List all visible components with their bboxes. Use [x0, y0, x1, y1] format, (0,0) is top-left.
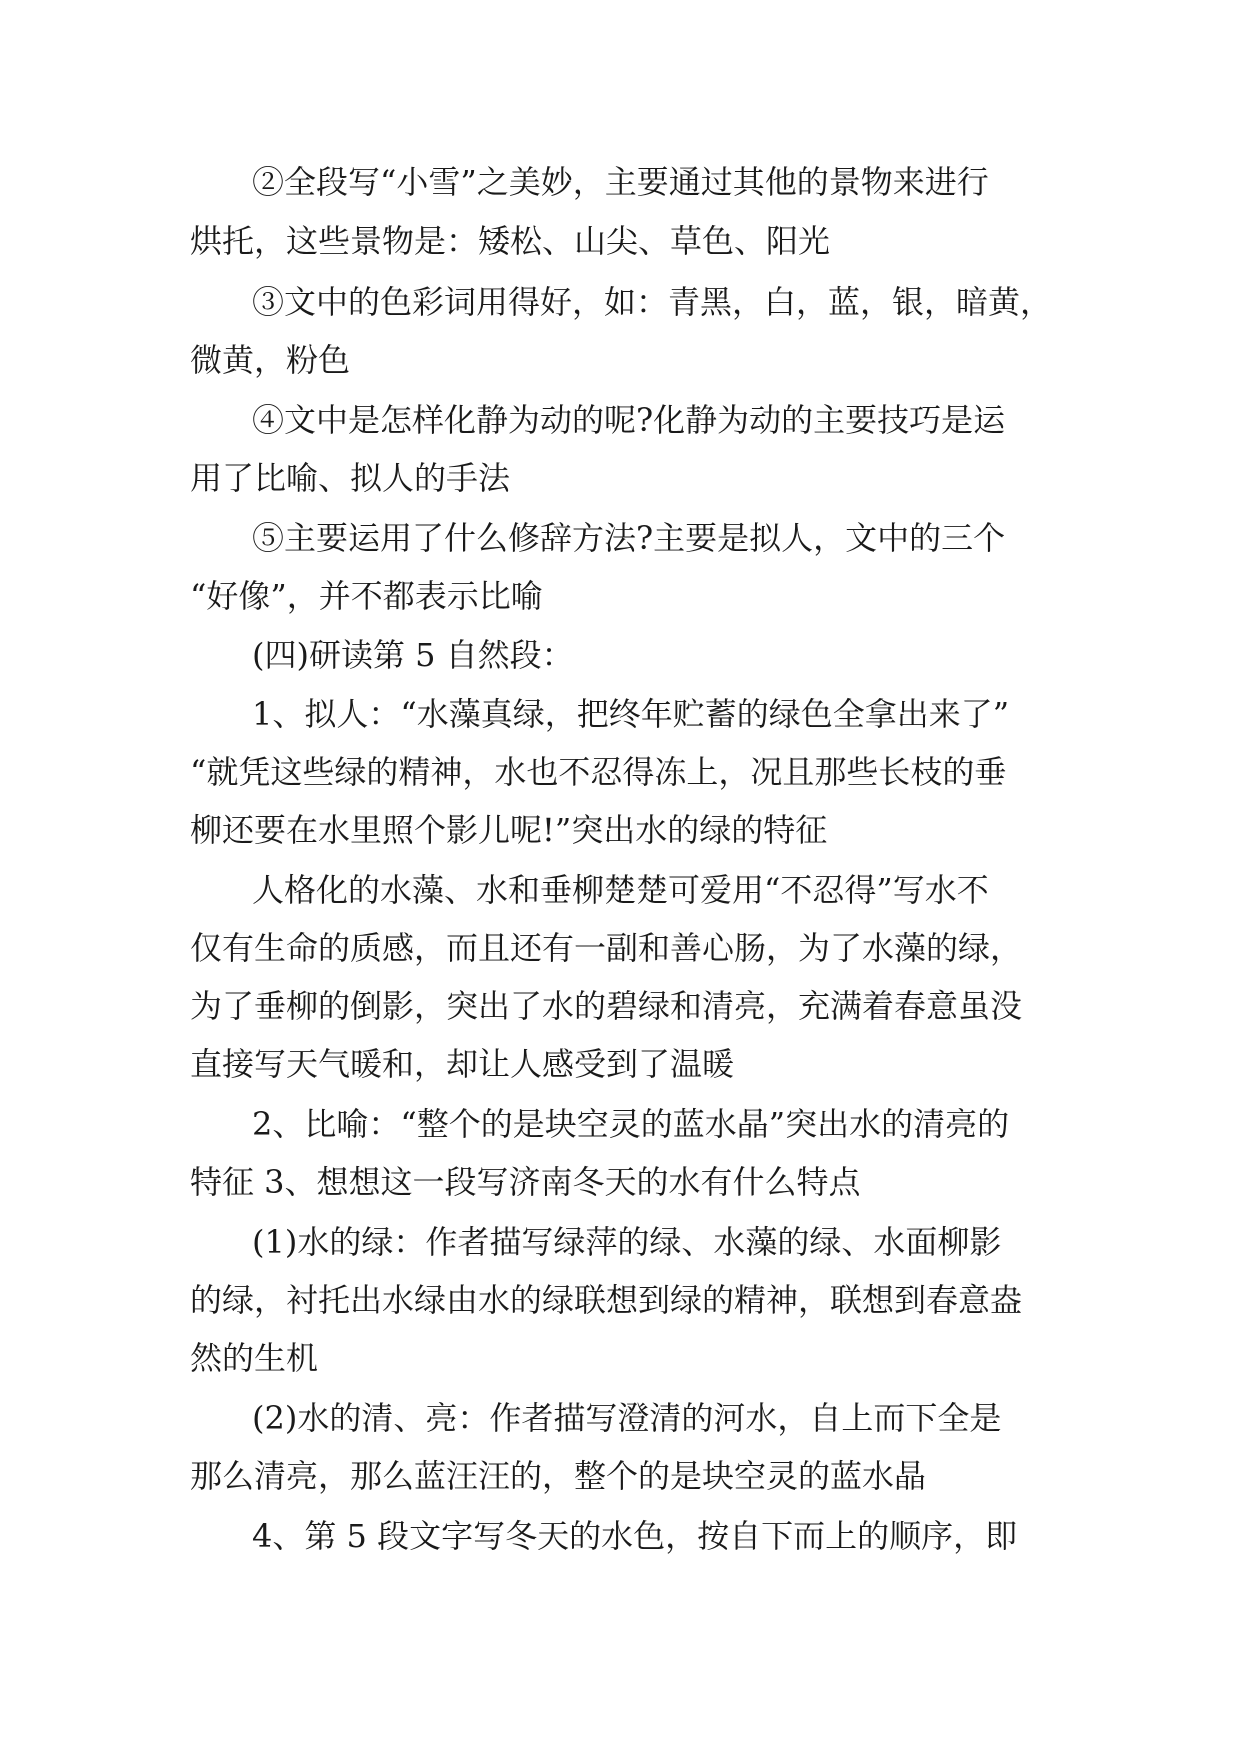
text-line: 4、第 5 段文字写冬天的水色，按自下而上的顺序，即: [252, 1517, 1018, 1555]
text-line: 微黄，粉色: [190, 341, 351, 379]
text-line: ③文中的色彩词用得好，如：青黑，白，蓝，银，暗黄，: [252, 283, 1053, 321]
text-line: 的绿，衬托出水绿由水的绿联想到绿的精神，联想到春意盎: [190, 1281, 1023, 1319]
text-line: 烘托，这些景物是：矮松、山尖、草色、阳光: [190, 222, 831, 260]
text-line: 2、比喻：“整个的是块空灵的蓝水晶”突出水的清亮的: [252, 1105, 1010, 1143]
text-line: 柳还要在水里照个影儿呢!”突出水的绿的特征: [190, 811, 828, 849]
text-line: 特征 3、想想这一段写济南冬天的水有什么特点: [190, 1163, 861, 1201]
text-line: 为了垂柳的倒影，突出了水的碧绿和清亮，充满着春意虽没: [190, 987, 1023, 1025]
text-line: 直接写天气暖和，却让人感受到了温暖: [190, 1045, 735, 1083]
text-line: ②全段写“小雪”之美妙，主要通过其他的景物来进行: [252, 163, 989, 201]
text-line: 仅有生命的质感，而且还有一副和善心肠，为了水藻的绿，: [190, 929, 1023, 967]
text-line: ④文中是怎样化静为动的呢?化静为动的主要技巧是运: [252, 401, 1006, 439]
text-line: “就凭这些绿的精神，水也不忍得冻上，况且那些长枝的垂: [190, 753, 1007, 791]
text-line: 那么清亮，那么蓝汪汪的，整个的是块空灵的蓝水晶: [190, 1457, 927, 1495]
text-line: “好像”，并不都表示比喻: [190, 577, 543, 615]
text-line: ⑤主要运用了什么修辞方法?主要是拟人，文中的三个: [252, 519, 1006, 557]
text-line: 然的生机: [190, 1339, 319, 1377]
text-line: (2)水的清、亮：作者描写澄清的河水，自上而下全是: [252, 1399, 1002, 1437]
section-heading: (四)研读第 5 自然段：: [252, 636, 574, 674]
text-line: 人格化的水藻、水和垂柳楚楚可爱用“不忍得”写水不: [252, 871, 989, 909]
text-line: 1、拟人：“水藻真绿，把终年贮蓄的绿色全拿出来了”: [252, 695, 1010, 733]
text-line: (1)水的绿：作者描写绿萍的绿、水藻的绿、水面柳影: [252, 1223, 1002, 1261]
text-line: 用了比喻、拟人的手法: [190, 459, 511, 497]
